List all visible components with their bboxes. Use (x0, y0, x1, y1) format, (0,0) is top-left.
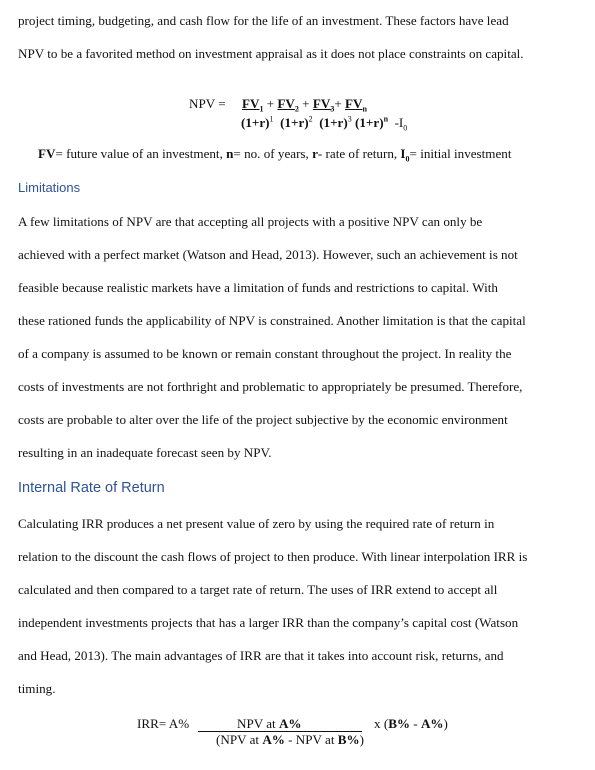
irr-line-3: calculated and then compared to a target rate of return. The uses of IRR extend to accept all (18, 582, 498, 597)
npv-termn: $FV_n$ (344, 96, 367, 114)
formula-legend: FV= future value of an investment, n= no. of years, r- rate of return, $I_0=$ initial investment (38, 146, 512, 164)
limitations-line-2: achieved with a perfect market (Watson and Head, 2013). However, such an achievement is not (18, 247, 518, 262)
npv-term2: $FV_2$ (277, 96, 299, 114)
irr-numerator: NPV at A% (237, 716, 302, 731)
intro-line-2: NPV to be a favorited method on investment appraisal as it does not place constraints on capital. (18, 46, 524, 61)
irr-line-6: timing. (18, 681, 56, 696)
npv-term3: $FV_3$ (312, 96, 335, 114)
npv-lhs: NPV = (189, 96, 226, 111)
limitations-line-1: A few limitations of NPV are that accepting all projects with a positive NPV can only be (18, 214, 483, 229)
npv-term1: $FV_1$ (242, 96, 264, 114)
limitations-line-8: resulting in an inadequate forecast seen by NPV. (18, 445, 272, 460)
irr-line-4: independent investments projects that has a larger IRR than the company’s capital cost (Watson (18, 615, 519, 630)
irr-denominator: (NPV at A% - NPV at B%) (216, 732, 364, 747)
limitations-line-5: of a company is assumed to be known or remain constant throughout the project. In reality the (18, 346, 512, 361)
heading-limitations: Limitations (18, 180, 81, 195)
limitations-line-7: costs are probable to alter over the life of the project subjective by the economic environment (18, 412, 508, 427)
irr-line-5: and Head, 2013). The main advantages of IRR are that it takes into account risk, returns, and (18, 648, 504, 663)
irr-lhs: IRR= A% (137, 716, 190, 731)
irr-line-2: relation to the discount the cash flows of project to then produce. With linear interpolation IRR is (18, 549, 528, 564)
limitations-line-4: these rationed funds the applicability of NPV is constrained. Another limitation is that the capital (18, 313, 526, 328)
irr-line-1: Calculating IRR produces a net present value of zero by using the required rate of return in (18, 516, 495, 531)
intro-line-1: project timing, budgeting, and cash flow for the life of an investment. These factors have lead (18, 13, 509, 28)
irr-multiplier: x (B% - A%) (374, 716, 448, 731)
limitations-line-3: feasible because realistic markets have a limitation of funds and restrictions to capital. With (18, 280, 498, 295)
heading-internal-rate-of-return: Internal Rate of Return (18, 480, 165, 496)
npv-numerators: $FV_1 + FV_2 + FV_3+ FV_n$ (242, 96, 367, 114)
limitations-line-6: costs of investments are not forthright and problematic to appropriately be presumed. Therefore, (18, 379, 523, 394)
npv-denominators: $(1+r)^1$ $(1+r)^2$ $(1+r)^3$ $(1+r)^n$ $-I_0$ (241, 114, 408, 133)
